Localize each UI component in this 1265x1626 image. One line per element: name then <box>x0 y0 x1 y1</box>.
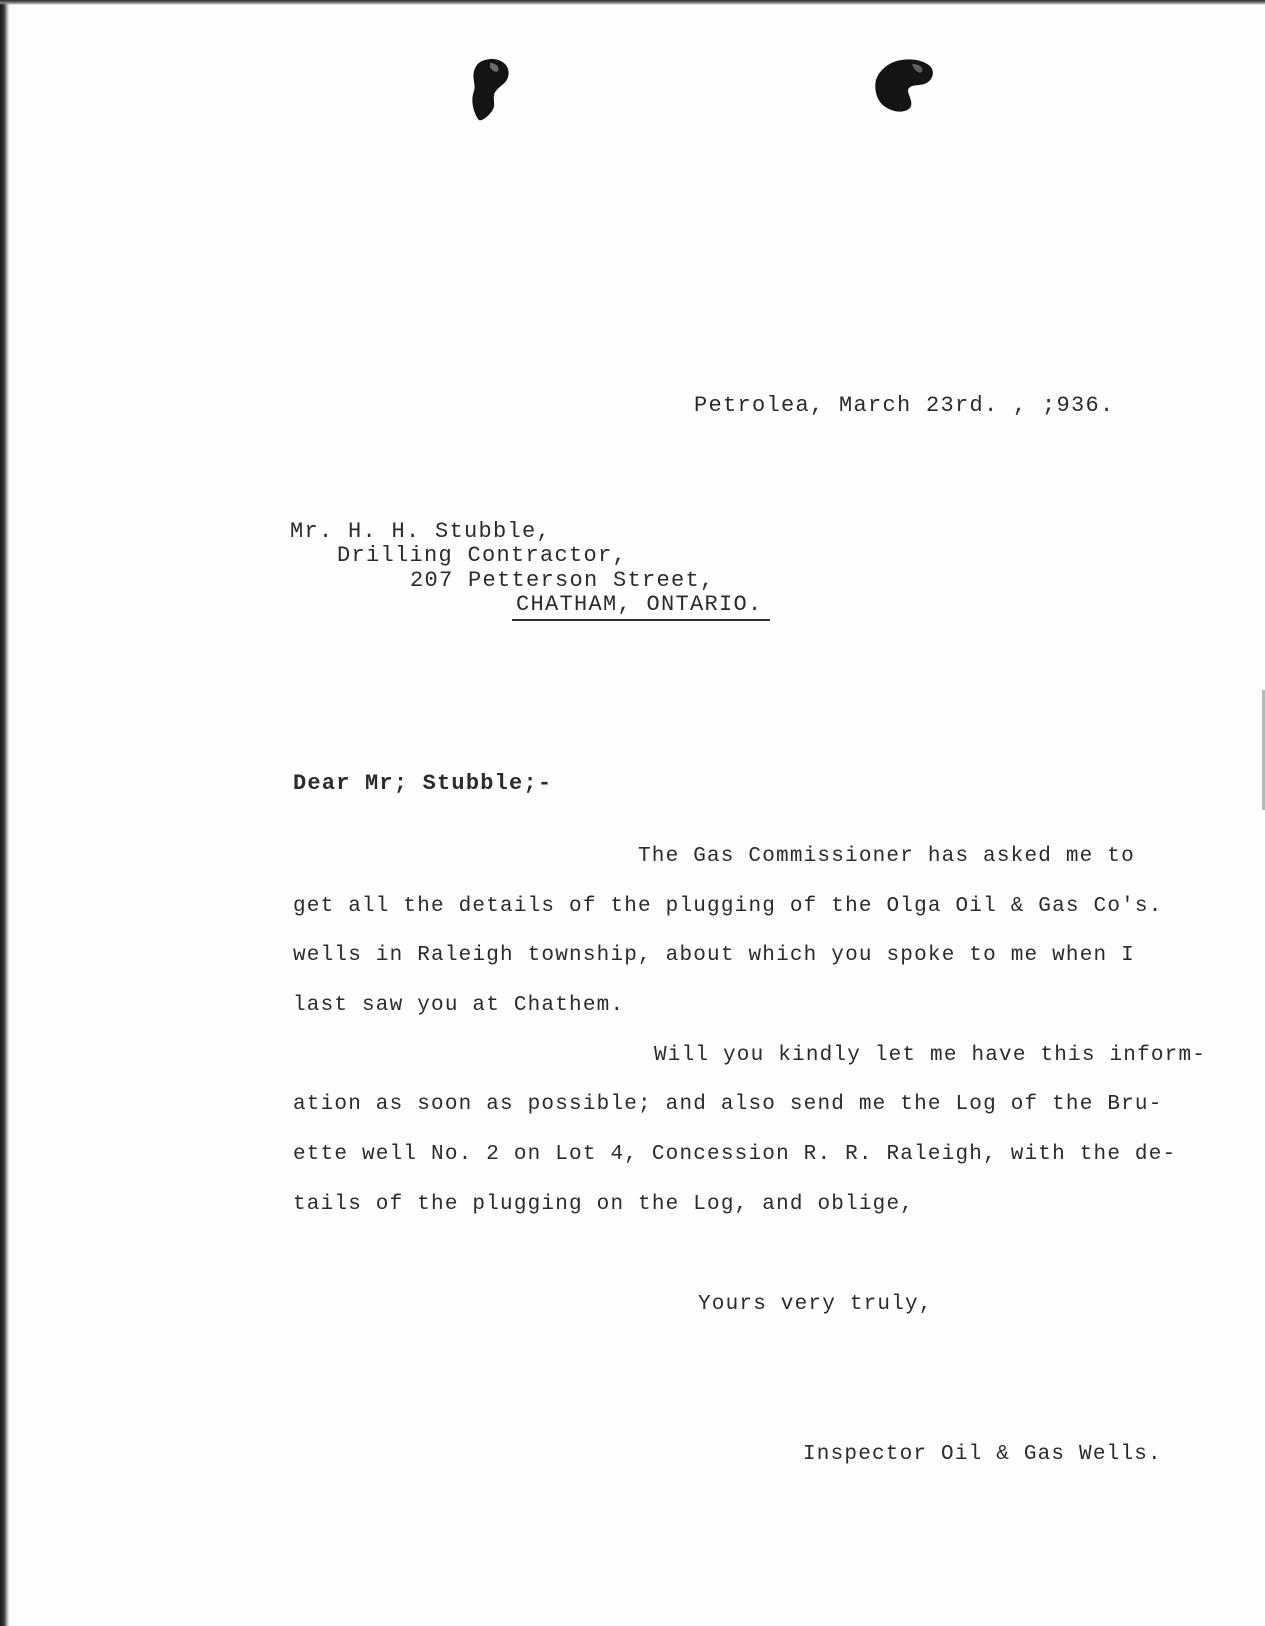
recipient-name: Mr. H. H. Stubble, <box>290 519 552 544</box>
body-line: tails of the plugging on the Log, and oblige, <box>293 1193 915 1216</box>
body-line: ette well No. 2 on Lot 4, Concession R. R. Raleigh, with the de- <box>293 1143 1177 1166</box>
punch-hole-right <box>874 58 936 114</box>
body-line: Will you kindly let me have this inform- <box>654 1044 1207 1067</box>
date-line: Petrolea, March 23rd. , ;936. <box>694 393 1115 418</box>
signature-title: Inspector Oil & Gas Wells. <box>803 1443 1162 1466</box>
page-left-edge <box>0 0 10 1626</box>
recipient-street: 207 Petterson Street, <box>410 568 715 593</box>
recipient-city: CHATHAM, ONTARIO. <box>516 592 763 617</box>
punch-hole-left <box>466 57 514 125</box>
city-underline <box>512 619 770 621</box>
page-top-edge <box>0 0 1265 5</box>
body-line: last saw you at Chathem. <box>293 994 625 1017</box>
salutation: Dear Mr; Stubble;- <box>293 771 553 796</box>
body-line: The Gas Commissioner has asked me to <box>638 845 1135 868</box>
closing: Yours very truly, <box>698 1293 933 1316</box>
body-line: ation as soon as possible; and also send me the Log of the Bru- <box>293 1093 1163 1116</box>
recipient-title: Drilling Contractor, <box>337 543 628 568</box>
body-line: wells in Raleigh township, about which you spoke to me when I <box>293 944 1135 967</box>
body-line: get all the details of the plugging of the Olga Oil & Gas Co's. <box>293 895 1163 918</box>
